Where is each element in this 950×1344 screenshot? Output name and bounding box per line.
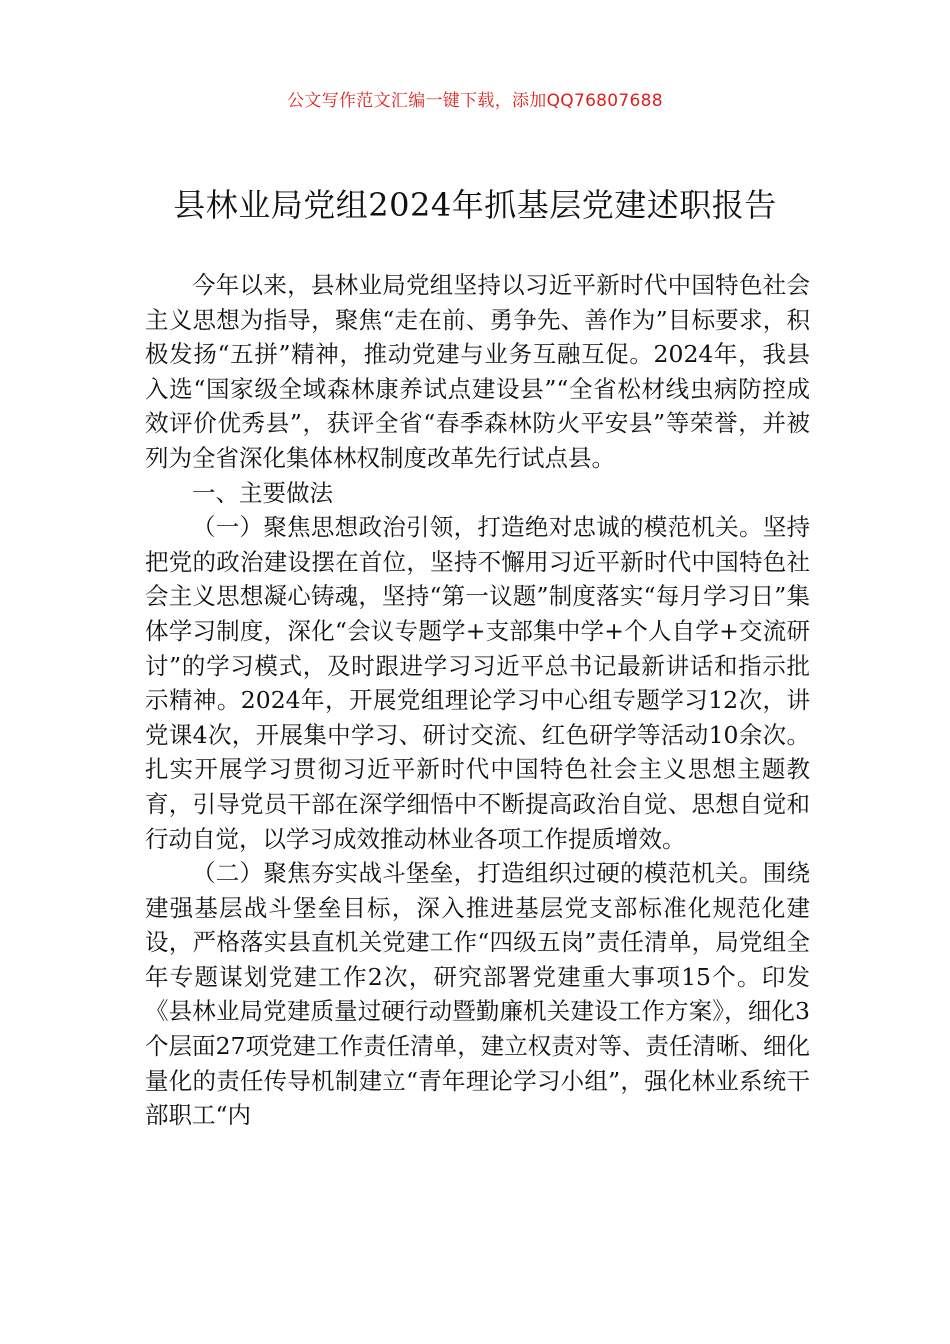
header-note: 公文写作范文汇编一键下载，添加QQ76807688 — [287, 91, 663, 111]
section-heading-main-practices: 一、主要做法 — [192, 478, 333, 507]
document-body — [145, 268, 810, 1133]
intro-paragraph: 今年以来，县林业局党组坚持以习近平新时代中国特色社会主义思想为指导，聚焦“走在前、勇争先、善作为”目标要求，积极发扬“五拼”精神，推动党建与业务互融互促。2024年，我县入选“国家级全域森林康养试点建设县”“全省松材线虫病防控成效评价优秀县”，获评全省“春季森林防火平安县”等荣誉，并被列为全省深化集体林权制度改革先行试点县。 — [145, 271, 810, 472]
subsection-paragraph-2: （二）聚焦夯实战斗堡垒，打造组织过硬的模范机关。围绕建强基层战斗堡垒目标，深入推进基层党支部标准化规范化建设，严格落实县直机关党建工作“四级五岗”责任清单，局党组全年专题谋划党建工作2次，研究部署党建重大事项15个。印发《县林业局党建质量过硬行动暨勤廉机关建设工作方案》，细化3个层面27项党建工作责任清单，建立权责对等、责任清晰、细化量化的责任传导机制建立“青年理论学习小组”，强化林业系统干部职工“内 — [145, 859, 810, 1130]
subsection-paragraph-1: （一）聚焦思想政治引领，打造绝对忠诚的模范机关。坚持把党的政治建设摆在首位，坚持不懈用习近平新时代中国特色社会主义思想凝心铸魂，坚持“第一议题”制度落实“每月学习日”集体学习制度，深化“会议专题学+支部集中学+个人自学+交流研讨”的学习模式，及时跟进学习习近平总书记最新讲话和指示批示精神。2024年，开展党组理论学习中心组专题学习12次，讲党课4次，开展集中学习、研讨交流、红色研学等活动10余次。扎实开展学习贯彻习近平新时代中国特色社会主义思想主题教育，引导党员干部在深学细悟中不断提高政治自觉、思想自觉和行动自觉，以学习成效推动林业各项工作提质增效。 — [145, 513, 810, 853]
document-title: 县林业局党组2024年抓基层党建述职报告 — [173, 186, 777, 224]
